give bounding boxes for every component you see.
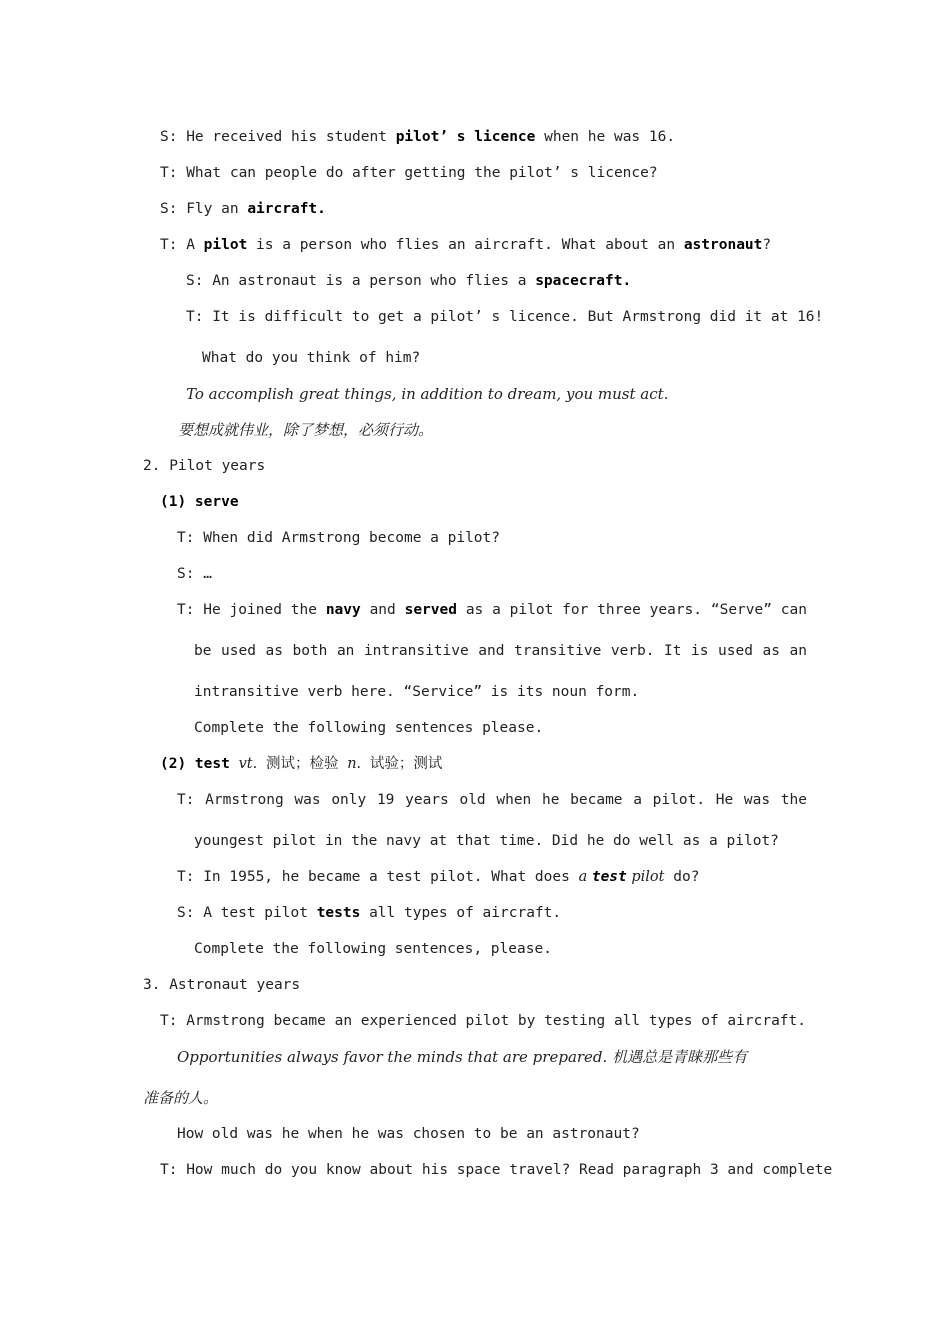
term-pilot: pilot	[203, 237, 248, 253]
term-test-italic: test	[591, 869, 627, 885]
term-navy: navy	[325, 602, 361, 618]
student-line-licence: S: He received his student pilot’ s licence when he was 16.	[160, 129, 676, 145]
teacher-line-test-pilot: T: In 1955, he became a test pilot. What does a test pilot do?	[177, 869, 700, 885]
term-aircraft: aircraft.	[247, 201, 326, 217]
teacher-line-think: What do you think of him?	[202, 350, 421, 366]
section-heading-pilot-years: 2. Pilot years	[143, 458, 266, 474]
teacher-line-pilot-definition: T: A pilot is a person who flies an aircraft. What about an astronaut?	[160, 237, 772, 253]
teacher-line-licence-question: T: What can people do after getting the pilot’ s licence?	[160, 165, 658, 181]
teacher-line-difficult: T: It is difficult to get a pilot’ s licence. But Armstrong did it at 16!	[186, 309, 824, 325]
quote-opportunities: Opportunities always favor the minds that are prepared. 机遇总是青睐那些有	[177, 1048, 748, 1066]
teacher-line-youngest: youngest pilot in the navy at that time. Did he do well as a pilot?	[194, 833, 779, 849]
student-line-spacecraft: S: An astronaut is a person who flies a spacecraft.	[186, 273, 632, 289]
quote-opportunities-continued: 准备的人。	[143, 1089, 219, 1107]
instruction-complete-serve: Complete the following sentences please.	[194, 720, 544, 736]
teacher-line-navy: T: He joined the navy and served as a pilot for three years. “Serve” can	[177, 602, 807, 618]
instruction-complete-test: Complete the following sentences, please.	[194, 941, 552, 957]
teacher-line-space-travel: T: How much do you know about his space travel? Read paragraph 3 and complete	[160, 1162, 833, 1178]
quote-accomplish-chinese: 要想成就伟业，除了梦想，必须行动。	[178, 421, 434, 439]
term-pilots-licence: pilot’ s licence	[395, 129, 536, 145]
student-line-aircraft: S: Fly an aircraft.	[160, 201, 326, 217]
term-spacecraft: spacecraft.	[535, 273, 632, 289]
student-line-tests: S: A test pilot tests all types of aircraft.	[177, 905, 562, 921]
student-line-ellipsis: S: …	[177, 566, 212, 582]
term-served: served	[404, 602, 457, 618]
teacher-line-noun-form: intransitive verb here. “Service” is its noun form.	[194, 684, 640, 700]
subheading-test: (2) test vt. 测试；检验 n. 试验；测试	[160, 756, 443, 772]
term-tests: tests	[316, 905, 361, 921]
teacher-line-become-pilot: T: When did Armstrong become a pilot?	[177, 530, 501, 546]
term-astronaut: astronaut	[683, 237, 763, 253]
quote-accomplish: To accomplish great things, in addition to dream, you must act.	[186, 385, 669, 403]
section-heading-astronaut-years: 3. Astronaut years	[143, 977, 301, 993]
teacher-line-nineteen: T: Armstrong was only 19 years old when he became a pilot. He was the	[177, 792, 807, 808]
teacher-line-how-old: How old was he when he was chosen to be an astronaut?	[177, 1126, 640, 1142]
subheading-serve: (1) serve	[160, 494, 239, 510]
teacher-line-verb-usage: be used as both an intransitive and transitive verb. It is used as an	[194, 643, 807, 659]
teacher-line-experienced: T: Armstrong became an experienced pilot by testing all types of aircraft.	[160, 1013, 807, 1029]
